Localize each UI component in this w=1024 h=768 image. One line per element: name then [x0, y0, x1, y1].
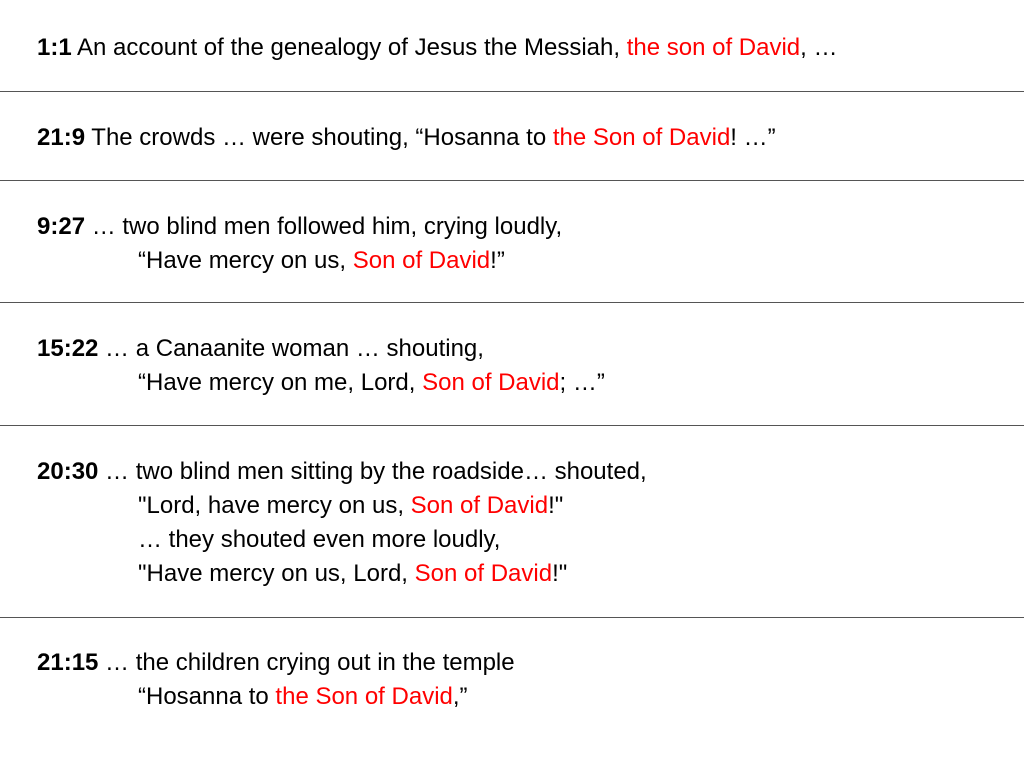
- verse-line: [37, 121, 1004, 155]
- verse-text: … they shouted even more loudly,: [138, 526, 501, 553]
- verse-line-quote: [37, 523, 1004, 557]
- verse-reference: 1:1: [37, 34, 72, 61]
- verse-reference: 15:22: [37, 335, 99, 362]
- verse-text-end: ! …”: [730, 124, 776, 151]
- verse-reference: 20:30: [37, 458, 99, 485]
- verse-text: … the children crying out in the temple: [98, 649, 515, 676]
- verse-text-end: !": [548, 492, 564, 519]
- verse-block-1-1: [37, 31, 1004, 65]
- verse-line: [37, 332, 1004, 366]
- verse-reference: 21:15: [37, 649, 99, 676]
- son-of-david-highlight: Son of David: [422, 369, 560, 396]
- verse-text: “Have mercy on me, Lord,: [138, 369, 423, 396]
- verse-text-end: ; …”: [559, 369, 605, 396]
- verse-text: “Have mercy on us,: [138, 247, 353, 274]
- verse-line: [37, 210, 1004, 244]
- verse-line: [37, 31, 1004, 65]
- verse-text-end: !”: [490, 247, 505, 274]
- verse-text: An account of the genealogy of Jesus the Messiah,: [71, 34, 627, 61]
- verse-text: … two blind men followed him, crying loudly,: [85, 213, 563, 240]
- verse-line: [37, 455, 1004, 489]
- verse-line-quote: [37, 244, 1004, 278]
- son-of-david-highlight: Son of David: [414, 560, 553, 587]
- verse-text: … a Canaanite woman … shouting,: [98, 335, 484, 362]
- verse-text-end: ,”: [452, 683, 468, 710]
- divider: [0, 425, 1024, 426]
- divider: [0, 91, 1024, 92]
- son-of-david-highlight: Son of David: [352, 247, 491, 274]
- verse-text: "Have mercy on us, Lord,: [138, 560, 415, 587]
- verse-line-quote: [37, 489, 1004, 523]
- verse-text: … two blind men sitting by the roadside… shouted,: [98, 458, 647, 485]
- verse-line-quote: [37, 366, 1004, 400]
- verse-line-quote: [37, 557, 1004, 591]
- divider: [0, 617, 1024, 618]
- verse-line: [37, 646, 1004, 680]
- verse-text-end: , …: [800, 34, 838, 61]
- son-of-david-highlight: the Son of David: [275, 683, 453, 710]
- verse-block-21-15: [37, 646, 1004, 714]
- divider: [0, 180, 1024, 181]
- verse-block-9-27: [37, 210, 1004, 278]
- divider: [0, 302, 1024, 303]
- verse-text-end: !": [552, 560, 568, 587]
- son-of-david-highlight: the son of David: [626, 34, 801, 61]
- son-of-david-highlight: the Son of David: [552, 124, 731, 151]
- verse-line-quote: [37, 680, 1004, 714]
- son-of-david-highlight: Son of David: [410, 492, 549, 519]
- verse-block-20-30: [37, 455, 1004, 591]
- verse-text: "Lord, have mercy on us,: [138, 492, 411, 519]
- verse-reference: 9:27: [37, 213, 86, 240]
- verse-text: The crowds … were shouting, “Hosanna to: [85, 124, 553, 151]
- verse-block-15-22: [37, 332, 1004, 400]
- verse-block-21-9: [37, 121, 1004, 155]
- verse-text: “Hosanna to: [138, 683, 276, 710]
- verse-reference: 21:9: [37, 124, 86, 151]
